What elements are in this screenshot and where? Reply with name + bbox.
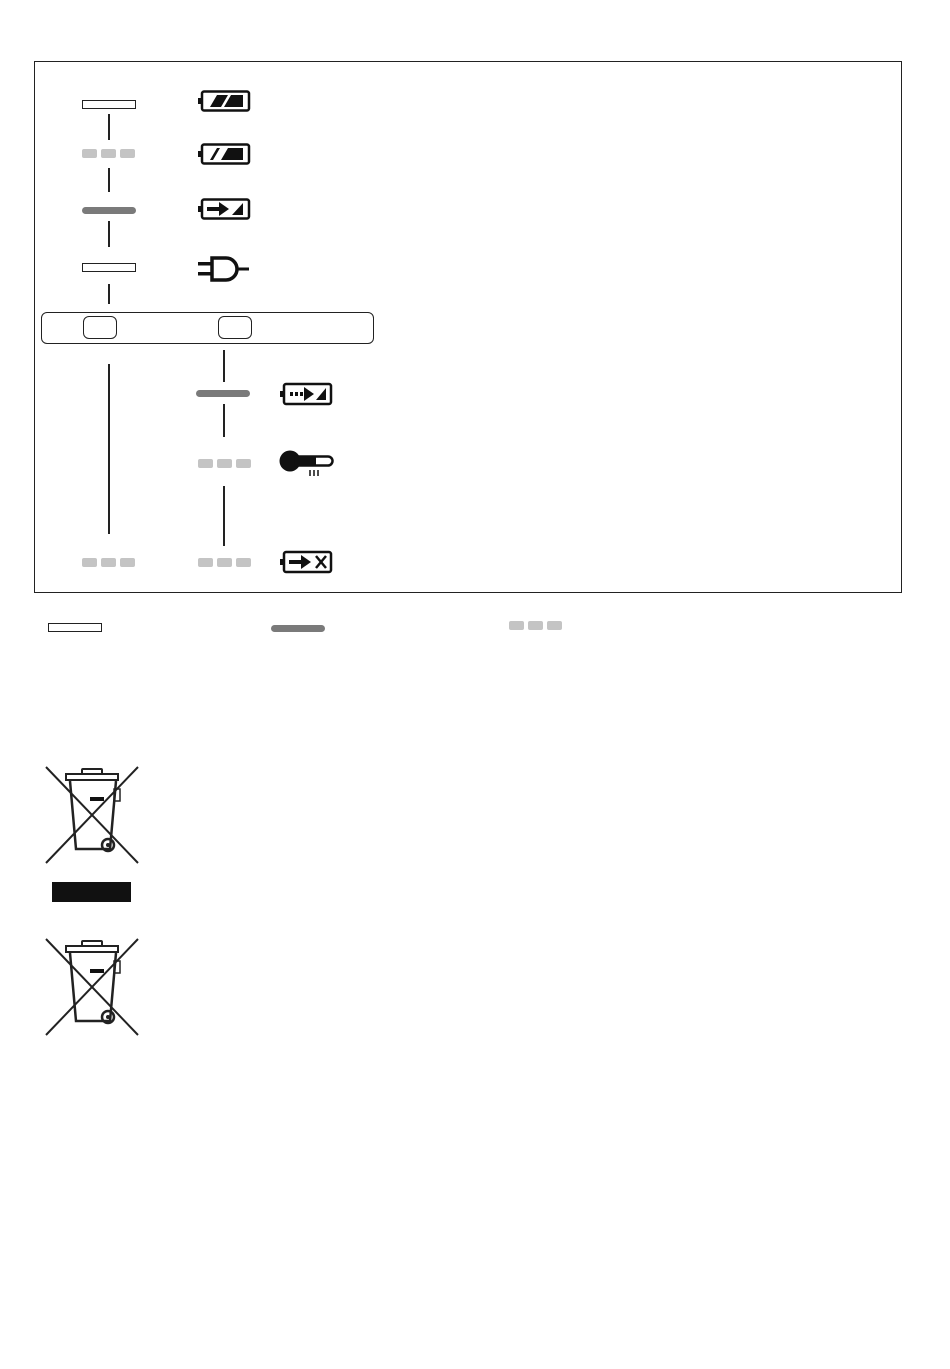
led-indicator-off — [82, 263, 136, 272]
power-plug-icon — [196, 255, 252, 283]
connector-line — [108, 221, 110, 247]
led-indicator-blinking — [82, 149, 136, 158]
led-indicator-off — [82, 100, 136, 109]
battery-charging-icon — [197, 198, 251, 220]
legend-led-blinking — [509, 621, 563, 630]
button-panel — [41, 312, 374, 344]
left-button[interactable] — [83, 316, 117, 339]
connector-line — [108, 284, 110, 304]
legend-led-on — [271, 625, 325, 632]
thermometer-icon — [278, 449, 334, 479]
led-indicator-blinking — [198, 558, 252, 567]
connector-line — [108, 114, 110, 140]
crossed-out-wheelie-bin-icon — [44, 937, 142, 1037]
connector-line — [108, 168, 110, 192]
battery-charging-small-icon — [279, 382, 333, 406]
black-bar — [52, 882, 131, 902]
crossed-out-wheelie-bin-icon — [44, 765, 142, 865]
battery-error-icon — [279, 550, 333, 574]
led-indicator-blinking — [198, 459, 252, 468]
led-indicator-on — [196, 390, 250, 397]
legend-led-off — [48, 623, 102, 632]
battery-low-icon — [197, 143, 251, 165]
battery-full-icon — [197, 90, 251, 112]
led-indicator-blinking — [82, 558, 136, 567]
connector-line — [223, 350, 225, 382]
led-indicator-on — [82, 207, 136, 214]
connector-line — [223, 404, 225, 437]
connector-line — [108, 364, 110, 534]
right-button[interactable] — [218, 316, 252, 339]
connector-line — [223, 486, 225, 546]
